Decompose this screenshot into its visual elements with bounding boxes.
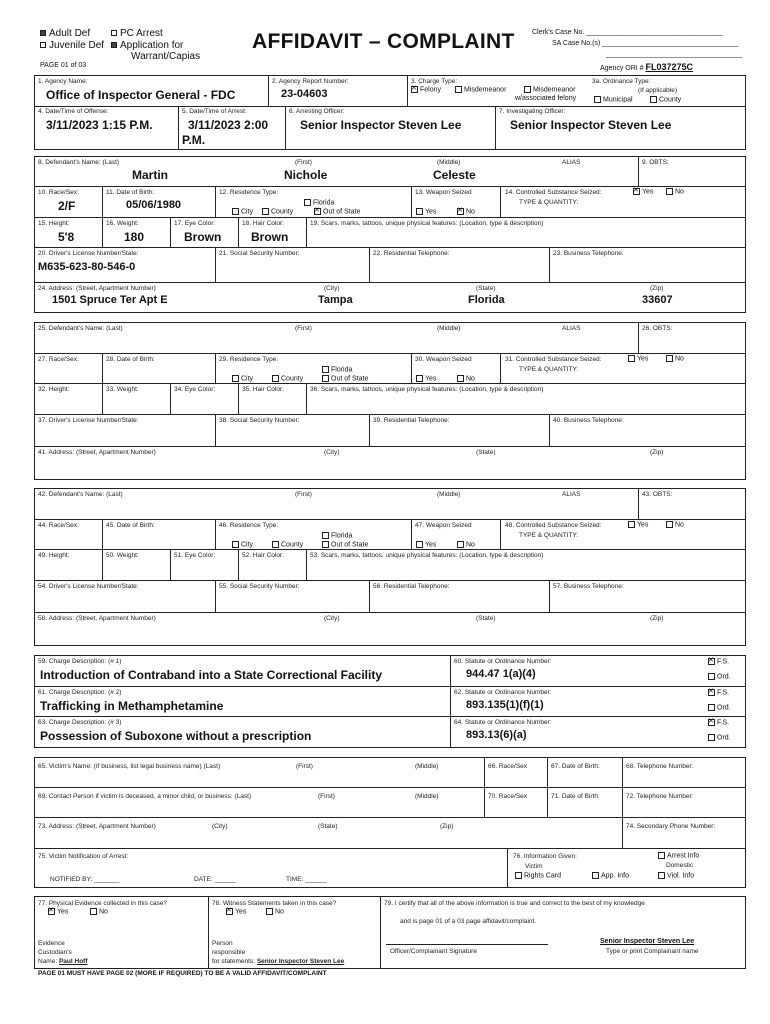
def2-state-label: (State) xyxy=(476,449,496,456)
def1-middle-label: (Middle) xyxy=(437,159,461,166)
notified-time[interactable]: TIME: ______ xyxy=(286,876,327,883)
charge2-label: 61. Charge Description: (# 2) xyxy=(38,689,122,696)
app-info-checkbox[interactable] xyxy=(592,872,599,879)
rights-card-checkbox[interactable] xyxy=(515,872,522,879)
application-checkbox[interactable] xyxy=(111,42,117,48)
def1-substance-yes-option[interactable]: ✕ Yes xyxy=(633,188,653,195)
def3-dob-label: 45. Date of Birth: xyxy=(106,522,155,529)
def3-substance-label: 48. Controlled Substance Seized: xyxy=(505,522,602,529)
charge1-label: 59. Charge Description: (# 1) xyxy=(38,658,122,665)
def3-residence-label: 46. Residence Type: xyxy=(219,522,279,529)
complainant-name[interactable]: Senior Inspector Steven Lee xyxy=(600,938,695,945)
def1-height-label: 15. Height: xyxy=(38,220,70,227)
def3-eye-label: 51. Eye Color: xyxy=(174,552,216,559)
report-number-label: 2. Agency Report Number: xyxy=(272,78,349,85)
if-applicable-note: (If applicable) xyxy=(638,87,678,94)
def3-weapon-yes-checkbox[interactable] xyxy=(416,541,423,548)
def1-florida-option[interactable]: Florida xyxy=(304,199,334,206)
misd-assoc-sub: w/associated felony xyxy=(515,95,577,102)
def2-weapon-yes-checkbox[interactable] xyxy=(416,375,423,382)
def1-weapon-yes-option[interactable]: Yes xyxy=(416,208,436,215)
application-sub: Warrant/Capias xyxy=(131,51,201,62)
def2-zip-label: (Zip) xyxy=(650,449,664,456)
def2-eye-label: 34. Eye Color: xyxy=(174,386,216,393)
def2-ssn-label: 38. Social Security Number: xyxy=(219,417,300,424)
sa-case-no: SA Case No.(s) ___________________________________ xyxy=(552,40,739,47)
witness-yes-option[interactable]: ✕Yes xyxy=(226,908,246,915)
page-title: AFFIDAVIT – COMPLAINT xyxy=(252,30,515,53)
def1-last-name[interactable]: Martin xyxy=(132,168,168,182)
def3-obts-label: 43. OBTS: xyxy=(642,491,673,498)
def1-ssn-label: 21. Social Security Number: xyxy=(219,250,300,257)
def1-weight-value[interactable]: 180 xyxy=(124,230,145,244)
def3-weapon-yes-option[interactable]: Yes xyxy=(416,541,436,548)
def2-county-checkbox[interactable] xyxy=(272,375,279,382)
agency-ori: Agency ORI # FL037275C xyxy=(600,62,694,72)
def3-alias-label: ALIAS xyxy=(562,491,581,498)
def2-address-label: 41. Address: (Street, Apartment Number) xyxy=(38,449,156,456)
def3-bus-phone-label: 57. Business Telephone: xyxy=(553,583,624,590)
def3-county-checkbox[interactable] xyxy=(272,541,279,548)
def2-dob-label: 28. Date of Birth: xyxy=(106,356,155,363)
contact-phone-label: 72. Telephone Number: xyxy=(626,793,694,800)
def1-res-phone-label: 22. Residential Telephone: xyxy=(373,250,450,257)
victim-first-label: (First) xyxy=(296,763,313,770)
info-given-label: 76. Information Given: xyxy=(513,853,577,860)
defendant-2-section xyxy=(34,322,746,480)
def2-florida-checkbox[interactable] xyxy=(322,366,329,373)
misdemeanor-option[interactable]: Misdemeanor xyxy=(455,86,506,93)
evidence-custodian-2: Custodian's xyxy=(38,949,72,956)
charge3-fs-checkbox[interactable] xyxy=(708,719,715,726)
def2-substance-label: 31. Controlled Substance Seized: xyxy=(505,356,602,363)
physical-evidence-label: 77. Physical Evidence collected in this case? xyxy=(38,900,167,907)
def2-substance-yes-option[interactable]: Yes xyxy=(628,355,648,362)
def1-height-value[interactable]: 5'8 xyxy=(58,230,75,244)
person-responsible-2: responsible xyxy=(212,949,246,956)
def2-bus-phone-label: 40. Business Telephone: xyxy=(553,417,624,424)
misd-assoc-checkbox[interactable] xyxy=(524,86,531,93)
def2-substance-no-option[interactable]: No xyxy=(666,355,684,362)
def1-scars-label: 19. Scars, marks, tattoos, unique physical features: (Location, type & description) xyxy=(310,220,544,227)
def3-florida-checkbox[interactable] xyxy=(322,532,329,539)
contact-first-label: (First) xyxy=(318,793,335,800)
person-responsible-1: Person xyxy=(212,940,233,947)
def1-weapon-no-option[interactable]: ✕ No xyxy=(457,208,475,215)
certification-text: 79. I certify that all of the above information is true and correct to the best of my knowledge xyxy=(384,900,645,907)
def3-city-label: (City) xyxy=(324,615,340,622)
def2-city-option[interactable]: City xyxy=(232,375,253,382)
def1-city-label: (City) xyxy=(324,285,340,292)
evidence-yes-option[interactable]: ✕Yes xyxy=(48,908,68,915)
viol-info-option[interactable]: Viol. Info xyxy=(658,872,694,879)
page-number: PAGE 01 of 03 xyxy=(40,62,87,69)
def2-alias-label: ALIAS xyxy=(562,325,581,332)
def2-res-phone-label: 39. Residential Telephone: xyxy=(373,417,450,424)
statute1-label: 60. Statute or Ordinance Number: xyxy=(454,658,552,665)
victim-race-sex-label: 66. Race/Sex xyxy=(488,763,528,770)
person-responsible-name: for statements: Senior Inspector Steven Lee xyxy=(212,958,345,965)
signature-label: Officer/Complainant Signature xyxy=(390,948,477,955)
contact-dob-label: 71. Date of Birth: xyxy=(551,793,600,800)
municipal-checkbox[interactable] xyxy=(594,96,601,103)
contact-race-sex-label: 70. Race/Sex xyxy=(488,793,528,800)
app-info-option[interactable]: App. Info xyxy=(592,872,629,879)
def2-weapon-no-option[interactable]: No xyxy=(457,375,475,382)
certification-text-2: and is page 01 of a 03 page affidavit/complaint. xyxy=(400,918,537,925)
def1-residence-label: 12. Residence Type: xyxy=(219,189,279,196)
def3-name-label: 42. Defendant's Name: (Last) xyxy=(38,491,123,498)
def1-eye-value[interactable]: Brown xyxy=(184,230,222,244)
offense-datetime-value[interactable]: 3/11/2023 1:15 P.M. xyxy=(46,118,153,132)
def3-city-checkbox[interactable] xyxy=(232,541,239,548)
statute1-value[interactable]: 944.47 1(a)(4) xyxy=(466,668,536,680)
info-victim-label: Victim xyxy=(525,863,543,870)
offense-datetime-label: 4. Date/Time of Offense: xyxy=(38,108,109,115)
def3-height-label: 49. Height: xyxy=(38,552,70,559)
def1-zip-value[interactable]: 33607 xyxy=(642,294,673,306)
evidence-custodian-name: Name: Paul Hoff xyxy=(38,958,88,965)
def1-address-label: 24. Address: (Street, Apartment Number) xyxy=(38,285,156,292)
def3-first-label: (First) xyxy=(295,491,312,498)
charge3-ord-checkbox[interactable] xyxy=(708,734,715,741)
arrest-info-checkbox[interactable] xyxy=(658,852,665,859)
contact-person-label: 69. Contact Person if victim is deceased, a minor child, or business: (Last) xyxy=(38,793,252,800)
def2-scars-label: 36. Scars, marks, tattoos, unique physical features: (Location, type & description) xyxy=(310,386,544,393)
def3-scars-label: 53. Scars, marks, tattoos, unique physical features: (Location, type & description) xyxy=(310,552,544,559)
def1-first-name[interactable]: Nichole xyxy=(284,168,328,182)
def2-obts-label: 26. OBTS: xyxy=(642,325,673,332)
def1-bus-phone-label: 23. Business Telephone: xyxy=(553,250,624,257)
arrest-datetime-value-2[interactable]: P.M. xyxy=(182,133,206,147)
def1-zip-label: (Zip) xyxy=(650,285,664,292)
def2-out-of-state-checkbox[interactable] xyxy=(322,375,329,382)
def3-substance-yes-option[interactable]: Yes xyxy=(628,521,648,528)
def1-license-value[interactable]: M635-623-80-546-0 xyxy=(38,261,136,273)
def2-florida-option[interactable]: Florida xyxy=(322,366,352,373)
def2-weapon-yes-option[interactable]: Yes xyxy=(416,375,436,382)
county-option[interactable]: County xyxy=(650,96,681,103)
def3-middle-label: (Middle) xyxy=(437,491,461,498)
charge3-label: 63. Charge Description: (# 3) xyxy=(38,719,122,726)
def3-substance-no-checkbox[interactable] xyxy=(666,521,673,528)
def3-address-label: 58. Address: (Street, Apartment Number) xyxy=(38,615,156,622)
def1-middle-name[interactable]: Celeste xyxy=(433,168,476,182)
def1-city-value[interactable]: Tampa xyxy=(318,294,353,306)
victim-city-label: (City) xyxy=(212,823,228,830)
def1-race-sex-label: 10. Race/Sex: xyxy=(38,189,79,196)
def1-county-option[interactable]: County xyxy=(262,208,293,215)
evidence-no-checkbox[interactable] xyxy=(90,908,97,915)
charge3-description[interactable]: Possession of Suboxone without a prescription xyxy=(40,729,312,743)
def3-hair-label: 52. Hair Color: xyxy=(242,552,284,559)
charge2-ord-checkbox[interactable] xyxy=(708,704,715,711)
def1-city-option[interactable]: City xyxy=(232,208,253,215)
def2-hair-label: 35. Hair Color: xyxy=(242,386,284,393)
witness-no-option[interactable]: No xyxy=(266,908,284,915)
def2-city-label: (City) xyxy=(324,449,340,456)
def3-substance-no-option[interactable]: No xyxy=(666,521,684,528)
def1-type-qty-label: TYPE & QUANTITY: xyxy=(519,199,579,206)
victim-dob-label: 67. Date of Birth: xyxy=(551,763,600,770)
misdemeanor-checkbox[interactable] xyxy=(455,86,462,93)
statute3-value[interactable]: 893.13(6)(a) xyxy=(466,729,527,741)
def3-weapon-no-checkbox[interactable] xyxy=(457,541,464,548)
def1-license-label: 20. Driver's License Number/State: xyxy=(38,250,139,257)
charge1-ord-checkbox[interactable] xyxy=(708,673,715,680)
witness-no-checkbox[interactable] xyxy=(266,908,273,915)
statute3-label: 64. Statute or Ordinance Number: xyxy=(454,719,552,726)
def1-first-label: (First) xyxy=(295,159,312,166)
charge1-description[interactable]: Introduction of Contraband into a State Correctional Facility xyxy=(40,668,383,682)
def1-out-of-state-checkbox[interactable] xyxy=(314,208,321,215)
def1-substance-yes-checkbox[interactable] xyxy=(633,188,640,195)
juvenile-def-option[interactable]: Juvenile Def xyxy=(40,40,104,51)
statute2-value[interactable]: 893.135(1)(f)(1) xyxy=(466,699,544,711)
investigating-officer-value[interactable]: Senior Inspector Steven Lee xyxy=(510,118,672,132)
def1-county-checkbox[interactable] xyxy=(262,208,269,215)
def1-substance-label: 14. Controlled Substance Seized: xyxy=(505,189,602,196)
def3-weapon-label: 47. Weapon Seized xyxy=(415,522,472,529)
def1-florida-checkbox[interactable] xyxy=(304,199,311,206)
charge2-fs-checkbox[interactable] xyxy=(708,689,715,696)
def3-county-option[interactable]: County xyxy=(272,541,303,548)
clerk-case-no: Clerk's Case No. ___________________________________ xyxy=(532,29,723,36)
def2-license-label: 37. Driver's License Number/State: xyxy=(38,417,139,424)
def2-name-label: 25. Defendant's Name: (Last) xyxy=(38,325,123,332)
application-option[interactable]: Application for xyxy=(111,40,183,51)
type-print-label: Type or print Complainant name xyxy=(606,948,699,955)
def1-address-value[interactable]: 1501 Spruce Ter Apt E xyxy=(52,294,168,306)
ordinance-type-label: 3a. Ordinance Type: xyxy=(592,78,651,85)
def3-weapon-no-option[interactable]: No xyxy=(457,541,475,548)
def2-weapon-label: 30. Weapon Seized xyxy=(415,356,472,363)
domestic-label: Domestic xyxy=(666,862,694,869)
def2-type-qty-label: TYPE & QUANTITY: xyxy=(519,366,579,373)
charge1-fs-checkbox[interactable] xyxy=(708,658,715,665)
municipal-option[interactable]: Municipal xyxy=(594,96,633,103)
def1-weight-label: 16. Weight: xyxy=(106,220,139,227)
adult-def-checkbox[interactable] xyxy=(40,30,46,36)
charge2-ord-option[interactable]: Ord. xyxy=(708,704,731,711)
def2-weight-label: 33. Weight: xyxy=(106,386,139,393)
evidence-no-option[interactable]: No xyxy=(90,908,108,915)
def1-weapon-label: 13. Weapon Seized xyxy=(415,189,472,196)
def1-state-value[interactable]: Florida xyxy=(468,294,505,306)
def3-zip-label: (Zip) xyxy=(650,615,664,622)
charge2-description[interactable]: Trafficking in Methamphetamine xyxy=(40,699,224,713)
def1-substance-no-checkbox[interactable] xyxy=(666,188,673,195)
def1-hair-label: 18. Hair Color: xyxy=(242,220,284,227)
felony-option[interactable]: ✕Felony xyxy=(411,86,441,93)
bottom-note: PAGE 01 MUST HAVE PAGE 02 (MORE IF REQUIRED) TO BE A VALID AFFIDAVIT/COMPLAINT xyxy=(38,970,327,977)
def1-substance-no-option[interactable]: No xyxy=(666,188,684,195)
def3-city-option[interactable]: City xyxy=(232,541,253,548)
defendant-3-section xyxy=(34,488,746,646)
def1-name-label: 8. Defendant's Name: (Last) xyxy=(38,159,120,166)
county-checkbox[interactable] xyxy=(650,96,657,103)
def1-eye-label: 17. Eye Color: xyxy=(174,220,216,227)
charge-type-label: 3. Charge Type: xyxy=(411,78,458,85)
def1-weapon-yes-checkbox[interactable] xyxy=(416,208,423,215)
witness-statements-label: 78. Witness Statements taken in this case? xyxy=(212,900,337,907)
def1-hair-value[interactable]: Brown xyxy=(251,230,289,244)
def1-race-sex-value[interactable]: 2/F xyxy=(58,199,76,213)
def2-residence-label: 29. Residence Type: xyxy=(219,356,279,363)
investigating-officer-label: 7. Investigating Officer: xyxy=(499,108,566,115)
charge2-fs-option[interactable]: ✕F.S. xyxy=(708,689,729,696)
def2-weapon-no-checkbox[interactable] xyxy=(457,375,464,382)
case-blank-line: ___________________________________ xyxy=(606,51,743,58)
victim-name-label: 65. Victim's Name: (If business, list legal business name) (Last) xyxy=(38,763,221,770)
def2-substance-no-checkbox[interactable] xyxy=(666,355,673,362)
charge3-fs-option[interactable]: ✕F.S. xyxy=(708,719,729,726)
statute2-label: 62. Statute or Ordinance Number: xyxy=(454,689,552,696)
adult-def-option[interactable]: Adult Def xyxy=(40,28,90,39)
def3-out-of-state-checkbox[interactable] xyxy=(322,541,329,548)
agency-name-label: 1. Agency Name: xyxy=(38,78,88,85)
felony-checkbox[interactable] xyxy=(411,86,418,93)
victim-address-label: 73. Address: (Street, Apartment Number) xyxy=(38,823,156,830)
def1-city-checkbox[interactable] xyxy=(232,208,239,215)
victim-notification-label: 75. Victim Notification of Arrest: xyxy=(38,853,129,860)
contact-middle-label: (Middle) xyxy=(415,793,439,800)
misd-assoc-option[interactable]: Misdemeanor xyxy=(524,86,575,93)
rights-card-option[interactable]: Rights Card xyxy=(515,872,561,879)
def3-out-of-state-option[interactable]: Out of State xyxy=(322,541,368,548)
def3-type-qty-label: TYPE & QUANTITY: xyxy=(519,532,579,539)
evidence-yes-checkbox[interactable] xyxy=(48,908,55,915)
evidence-custodian-1: Evidence xyxy=(38,940,65,947)
def3-weight-label: 50. Weight: xyxy=(106,552,139,559)
victim-phone-label: 68. Telephone Number: xyxy=(626,763,694,770)
def3-florida-option[interactable]: Florida xyxy=(322,532,352,539)
secondary-phone-label: 74. Secondary Phone Number: xyxy=(626,823,716,830)
arrest-info-option[interactable]: Arrest Info xyxy=(658,852,699,859)
def1-obts-label: 9. OBTS: xyxy=(642,159,669,166)
victim-zip-label: (Zip) xyxy=(440,823,454,830)
def3-state-label: (State) xyxy=(476,615,496,622)
def1-weapon-no-checkbox[interactable] xyxy=(457,208,464,215)
witness-yes-checkbox[interactable] xyxy=(226,908,233,915)
pc-arrest-checkbox[interactable] xyxy=(111,30,117,36)
def1-out-of-state-option[interactable]: ✕ Out of State xyxy=(314,208,360,215)
def2-county-option[interactable]: County xyxy=(272,375,303,382)
charge1-ord-option[interactable]: Ord. xyxy=(708,673,731,680)
def1-alias-label: ALIAS xyxy=(562,159,581,166)
def1-dob-value[interactable]: 05/06/1980 xyxy=(126,199,182,211)
juvenile-def-checkbox[interactable] xyxy=(40,42,46,48)
def3-substance-yes-checkbox[interactable] xyxy=(628,521,635,528)
arrest-datetime-label: 5. Date/Time of Arrest: xyxy=(182,108,247,115)
pc-arrest-option[interactable]: PC Arrest xyxy=(111,28,163,39)
def2-middle-label: (Middle) xyxy=(437,325,461,332)
notified-by[interactable]: NOTIFIED BY: _______ xyxy=(50,876,120,883)
def3-license-label: 54. Driver's License Number/State: xyxy=(38,583,139,590)
arrest-datetime-value[interactable]: 3/11/2023 2:00 xyxy=(188,118,269,132)
victim-middle-label: (Middle) xyxy=(415,763,439,770)
def3-race-sex-label: 44. Race/Sex: xyxy=(38,522,79,529)
def2-city-checkbox[interactable] xyxy=(232,375,239,382)
def2-race-sex-label: 27. Race/Sex: xyxy=(38,356,79,363)
def1-dob-label: 11. Date of Birth: xyxy=(106,189,155,196)
agency-name-value[interactable]: Office of Inspector General - FDC xyxy=(46,88,236,102)
charge3-ord-option[interactable]: Ord. xyxy=(708,734,731,741)
viol-info-checkbox[interactable] xyxy=(658,872,665,879)
def3-ssn-label: 55. Social Security Number: xyxy=(219,583,300,590)
victim-state-label: (State) xyxy=(318,823,338,830)
def2-out-of-state-option[interactable]: Out of State xyxy=(322,375,368,382)
report-number-value[interactable]: 23-04603 xyxy=(281,88,328,100)
arresting-officer-label: 6. Arresting Officer: xyxy=(289,108,345,115)
arresting-officer-value[interactable]: Senior Inspector Steven Lee xyxy=(300,118,462,132)
def3-res-phone-label: 56. Residential Telephone: xyxy=(373,583,450,590)
def1-state-label: (State) xyxy=(476,285,496,292)
def2-first-label: (First) xyxy=(295,325,312,332)
notified-date[interactable]: DATE: ______ xyxy=(194,876,237,883)
def2-height-label: 32. Height: xyxy=(38,386,70,393)
charge1-fs-option[interactable]: ✕F.S. xyxy=(708,658,729,665)
def2-substance-yes-checkbox[interactable] xyxy=(628,355,635,362)
signature-line xyxy=(386,944,548,945)
